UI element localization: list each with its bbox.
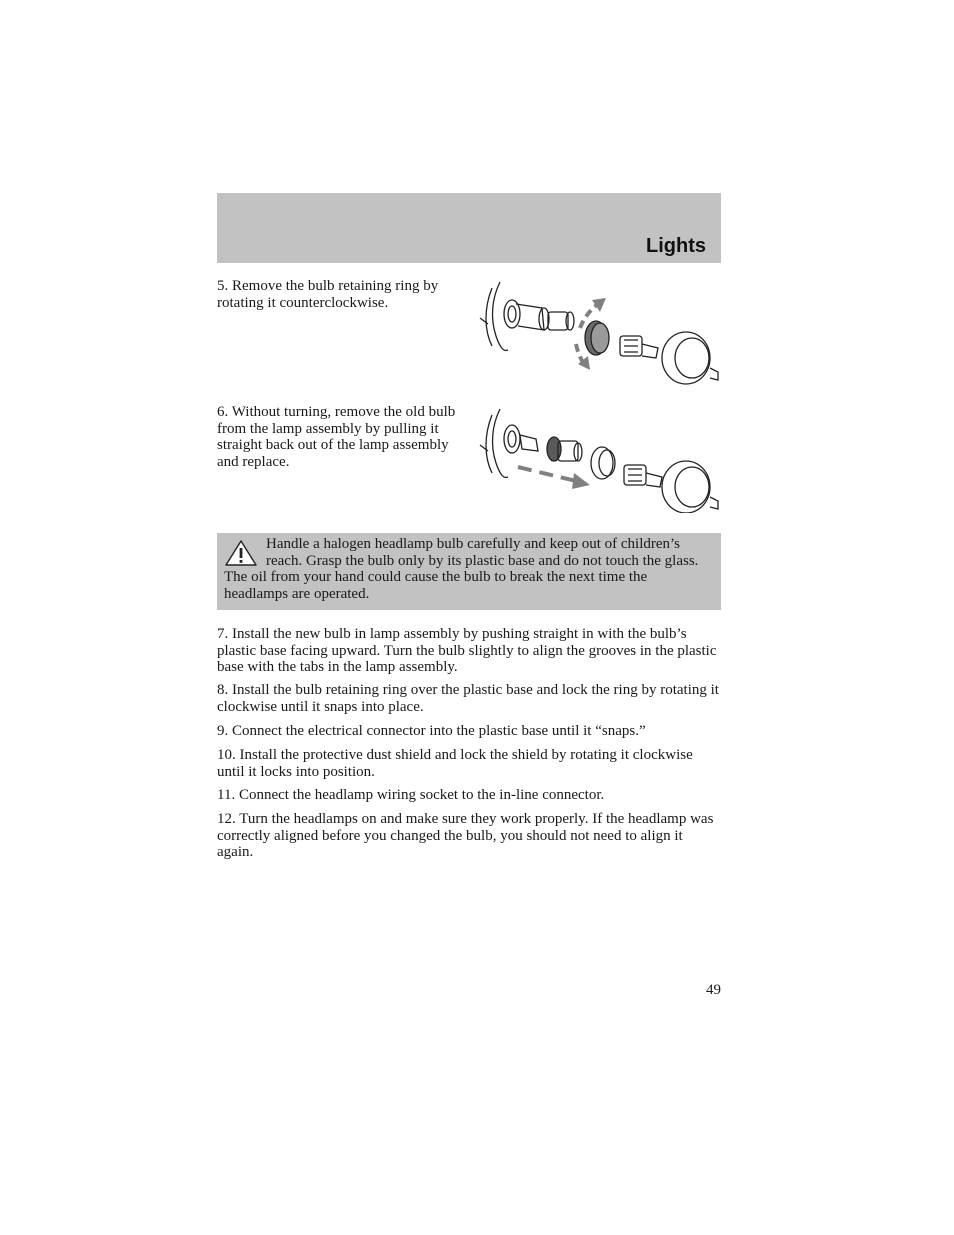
warning-box <box>217 533 721 610</box>
step-8-text: 8. Install the bulb retaining ring over the plastic base and lock the ring by rotating it clockwise until it snaps into place. <box>217 682 719 715</box>
step-6-text: 6. Without turning, remove the old bulb from the lamp assembly by pulling it straight back out of the lamp assembly and replace. <box>217 404 456 470</box>
bulb-pull-out-illustration <box>478 405 724 513</box>
warning-text <box>224 536 704 602</box>
section-header-band <box>217 193 721 263</box>
bulb-retaining-ring-rotate-illustration <box>478 278 724 386</box>
step-11-text: 11. Connect the headlamp wiring socket to the in-line connector. <box>217 787 605 803</box>
warning-text-content: Handle a halogen headlamp bulb carefully and keep out of children’s reach. Grasp the bulb only by its plastic base and do not touch the glass. The oil from your hand could cause the bulb to break the next time the headlamps are operated. <box>224 536 699 602</box>
section-title: Lights <box>646 235 706 257</box>
step-9-text: 9. Connect the electrical connector into the plastic base until it “snaps.” <box>217 723 646 739</box>
step-5-text: 5. Remove the bulb retaining ring by rotating it counterclockwise. <box>217 278 439 311</box>
step-10-text: 10. Install the protective dust shield and lock the shield by rotating it clockwise until it locks into position. <box>217 747 693 780</box>
page-number: 49 <box>706 982 721 998</box>
step-12-text: 12. Turn the headlamps on and make sure they work properly. If the headlamp was correctly aligned before you changed the bulb, you should not need to align it again. <box>217 811 714 860</box>
step-7-text: 7. Install the new bulb in lamp assembly by pushing straight in with the bulb’s plastic base facing upward. Turn the bulb slightly to align the grooves in the plastic base with the tabs in the lamp assembly. <box>217 626 717 675</box>
